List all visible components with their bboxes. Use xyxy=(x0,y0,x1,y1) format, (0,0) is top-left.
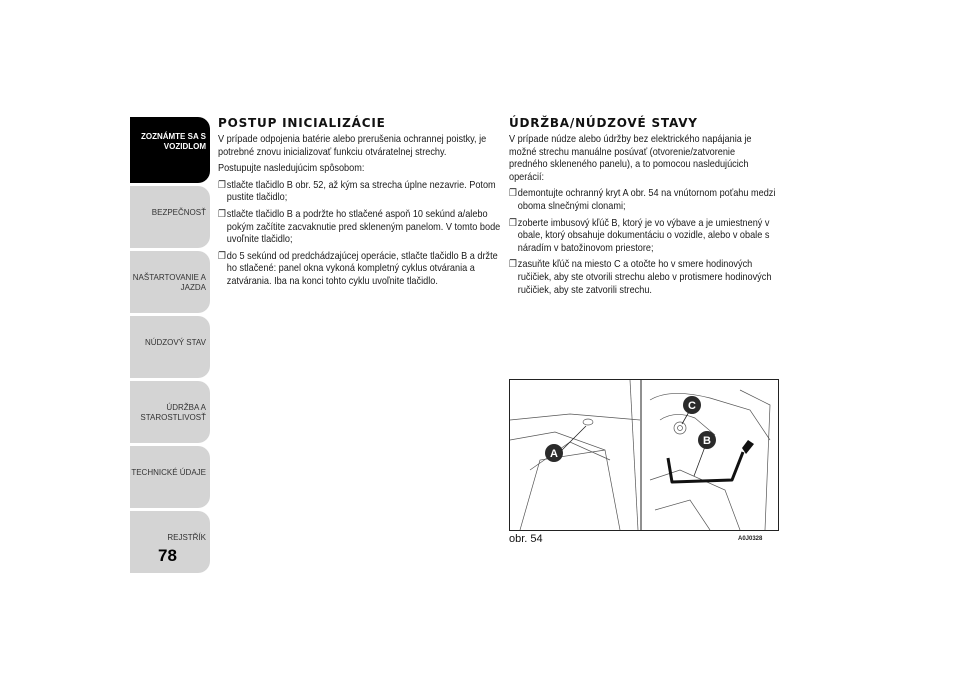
checkbox-bullet-icon: ❐ xyxy=(218,179,226,191)
checkbox-bullet-icon: ❐ xyxy=(509,188,517,200)
step-list xyxy=(218,179,501,289)
list-item: ❐ stlačte tlačidlo B obr. 52, až kým sa strecha úplne nezavrie. Potom pustite tlačidlo; xyxy=(218,179,496,204)
tab-label: TECHNICKÉ ÚDAJE xyxy=(131,468,206,477)
label-a: A xyxy=(550,448,558,460)
checkbox-bullet-icon: ❐ xyxy=(509,259,517,271)
list-item: ❐ stlačte tlačidlo B a podržte ho stlačené aspoň 10 sekúnd a/alebo pokým začítite zacvaknutie pred skleneným panelom. V tomto bode uvoľnite tlačidlo; xyxy=(218,208,501,246)
list-item: ❐ do 5 sekúnd od predchádzajúcej operácie, stlačte tlačidlo B a držte ho stlačené: panel okna vykoná kompletný cyklus otvárania a zatvárania. Iba na konci tohto cyklu uvoľnite tlačidlo. xyxy=(218,250,498,287)
tab-technicke-udaje[interactable] xyxy=(130,446,210,508)
tab-label: ÚDRŽBA A STAROSTLIVOSŤ xyxy=(140,403,206,422)
tab-nastartovanie[interactable] xyxy=(130,251,210,313)
tab-label: NÚDZOVÝ STAV xyxy=(144,338,206,347)
intro-text: V prípade odpojenia batérie alebo prerušenia ochrannej poistky, je potrebné znovu inicializovať funkciu otváratelnej strechy. xyxy=(218,134,487,158)
checkbox-bullet-icon: ❐ xyxy=(509,217,517,229)
section-title: ÚDRŽBA/NÚDZOVÉ STAVY xyxy=(509,116,698,130)
figure-caption: obr. 54 xyxy=(509,533,543,545)
checkbox-bullet-icon: ❐ xyxy=(218,208,226,220)
list-item: ❐ demontujte ochranný kryt A obr. 54 na vnútornom poťahu medzi oboma slnečnými clonami; xyxy=(509,188,776,212)
roof-line-drawing xyxy=(510,380,778,530)
section-maintenance xyxy=(509,116,777,301)
lead-text: Postupujte nasledujúcim spôsobom: xyxy=(218,163,365,175)
intro-text: V prípade núdze alebo údržby bez elektrického napájania je možné strechu manuálne posúvať (otvorenie/zatvorenie predného skleneného panelu), a to pomocou nasledujúcich operácií: xyxy=(509,134,752,183)
tab-bezpecnost[interactable] xyxy=(130,186,210,248)
tab-label: ZOZNÁMTE SA S VOZIDLOM xyxy=(140,132,206,151)
tab-label: NAŠTARTOVANIE A JAZDA xyxy=(132,273,206,292)
label-c: C xyxy=(688,400,696,412)
figure-roof-illustration xyxy=(509,379,779,531)
page-number: 78 xyxy=(158,546,177,565)
checkbox-bullet-icon: ❐ xyxy=(218,250,226,262)
section-title: POSTUP INICIALIZÁCIE xyxy=(218,116,386,130)
list-item: ❐ zasuňte kľúč na miesto C a otočte ho v smere hodinových ručičiek, aby ste otvorili strechu alebo v protismere hodinových ručičiek, aby ste zatvorili strechu. xyxy=(509,259,772,296)
step-list xyxy=(509,188,777,297)
figure-code: A0J0328 xyxy=(738,536,763,542)
tab-label: REJSTŘÍK xyxy=(167,533,206,542)
tab-udrzba[interactable] xyxy=(130,381,210,443)
label-b: B xyxy=(703,435,711,447)
section-initialization xyxy=(218,116,501,293)
list-item: ❐ zoberte imbusový kľúč B, ktorý je vo výbave a je umiestnený v obale, ktorý obsahuje dokumentáciu o vozidle, alebo v obale s náradím v batožinovom priestore; xyxy=(509,217,770,254)
tab-nudzovy-stav[interactable] xyxy=(130,316,210,378)
tab-zoznamte-sa[interactable] xyxy=(130,117,210,183)
chapter-tabs xyxy=(130,117,210,576)
tab-label: BEZPEČNOSŤ xyxy=(151,208,206,217)
